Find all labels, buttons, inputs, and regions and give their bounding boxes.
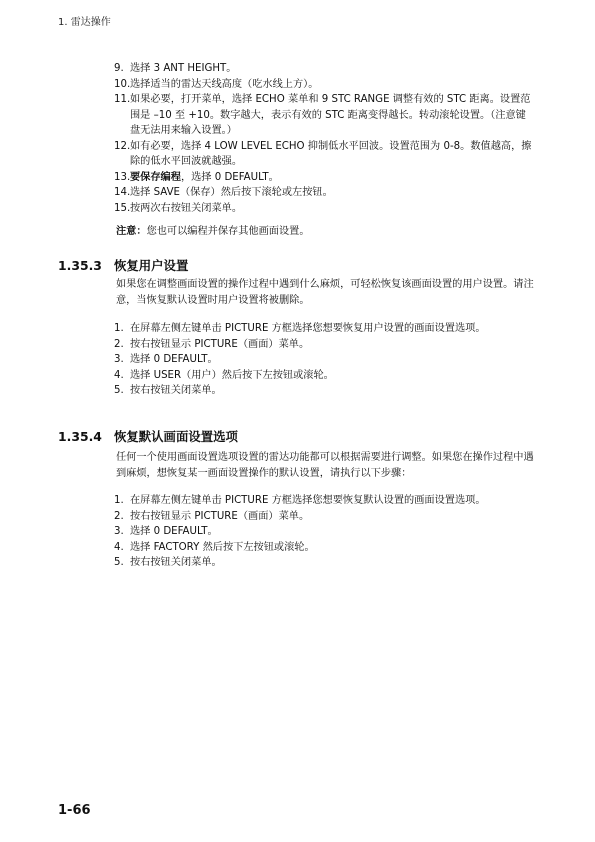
step-text: 按两次右按钮关闭菜单。 <box>130 202 243 214</box>
list-item <box>116 139 536 170</box>
step-text: 选择 0 DEFAULT。 <box>130 526 218 537</box>
list-item <box>116 368 536 384</box>
step-text: ，选择 0 DEFAULT。 <box>180 171 279 183</box>
section-steps <box>116 321 536 399</box>
step-number: 13. <box>114 171 131 183</box>
step-number: 3. <box>114 526 124 537</box>
step-text: 选择 0 DEFAULT。 <box>130 354 218 365</box>
step-number: 1. <box>114 495 124 506</box>
step-number: 5. <box>114 385 124 396</box>
section-number: 1.35.3 <box>58 258 102 273</box>
running-header: 1. 雷达操作 <box>58 17 111 28</box>
step-bold-text: 要保存编程 <box>130 171 181 183</box>
list-item <box>116 509 536 525</box>
list-item <box>116 185 536 201</box>
step-number: 5. <box>114 557 124 568</box>
procedure-steps-continued <box>116 61 536 216</box>
section-steps <box>116 493 536 571</box>
note <box>116 224 310 239</box>
section-title: 恢复默认画面设置选项 <box>114 429 238 444</box>
step-number: 12. <box>114 140 131 152</box>
step-number: 3. <box>114 354 124 365</box>
list-item <box>116 321 536 337</box>
list-item <box>116 170 536 186</box>
step-number: 2. <box>114 510 124 522</box>
step-text: 在屏幕左侧左键单击 PICTURE 方框选择您想要恢复用户设置的画面设置选项。 <box>130 323 486 334</box>
section-number: 1.35.4 <box>58 429 102 444</box>
list-item <box>116 540 536 556</box>
section-heading-restore-default <box>58 427 238 445</box>
step-text: 如果必要，打开菜单，选择 ECHO 菜单和 9 STC RANGE 调整有效的 STC 距离。设置范围是 –10 至 +10。数字越大，表示有效的 STC 距离变得越长。转动滚轮设置。（注意键盘无法用来输入设置。） <box>130 94 531 136</box>
step-number: 14. <box>114 187 131 198</box>
section-heading-restore-user <box>58 256 188 274</box>
note-text: 您也可以编程并保存其他画面设置。 <box>146 226 310 237</box>
section-title: 恢复用户设置 <box>114 258 189 273</box>
list-item <box>116 352 536 368</box>
note-label: 注意： <box>116 226 147 237</box>
step-text: 选择适当的雷达天线高度（吃水线上方）。 <box>130 78 319 90</box>
step-number: 15. <box>114 202 131 214</box>
list-item <box>116 337 536 353</box>
list-item <box>116 92 536 139</box>
step-number: 10. <box>114 78 131 90</box>
section-intro: 任何一个使用画面设置选项设置的雷达功能都可以根据需要进行调整。如果您在操作过程中遇到麻烦，想恢复某一画面设置操作的默认设置，请执行以下步骤： <box>116 452 534 479</box>
step-text: 按右按钮显示 PICTURE（画面）菜单。 <box>130 510 310 522</box>
list-item <box>116 201 536 217</box>
step-text: 按右按钮显示 PICTURE（画面）菜单。 <box>130 338 310 350</box>
step-text: 选择 SAVE（保存）然后按下滚轮或左按钮。 <box>130 187 333 198</box>
step-text: 按右按钮关闭菜单。 <box>130 385 222 396</box>
step-text: 按右按钮关闭菜单。 <box>130 557 222 568</box>
step-text: 选择 FACTORY 然后按下左按钮或滚轮。 <box>130 541 315 553</box>
step-number: 11. <box>114 94 131 105</box>
section-intro: 如果您在调整画面设置的操作过程中遇到什么麻烦，可轻松恢复该画面设置的用户设置。请注意，当恢复默认设置时用户设置将被删除。 <box>116 279 534 306</box>
list-item <box>116 524 536 540</box>
list-item <box>116 555 536 571</box>
list-item <box>116 61 536 77</box>
step-number: 1. <box>114 323 124 334</box>
step-number: 9. <box>114 63 124 74</box>
list-item <box>116 77 536 93</box>
list-item <box>116 383 536 399</box>
list-item <box>116 493 536 509</box>
step-text: 在屏幕左侧左键单击 PICTURE 方框选择您想要恢复默认设置的画面设置选项。 <box>130 495 486 506</box>
step-number: 4. <box>114 541 124 553</box>
page-number: 1-66 <box>58 803 91 818</box>
step-text: 选择 USER（用户）然后按下左按钮或滚轮。 <box>130 369 334 381</box>
step-text: 选择 3 ANT HEIGHT。 <box>130 63 237 74</box>
step-text: 如有必要，选择 4 LOW LEVEL ECHO 抑制低水平回波。设置范围为 0-8。数值越高，擦除的低水平回波就越强。 <box>130 140 532 167</box>
step-number: 2. <box>114 338 124 350</box>
step-number: 4. <box>114 369 124 381</box>
